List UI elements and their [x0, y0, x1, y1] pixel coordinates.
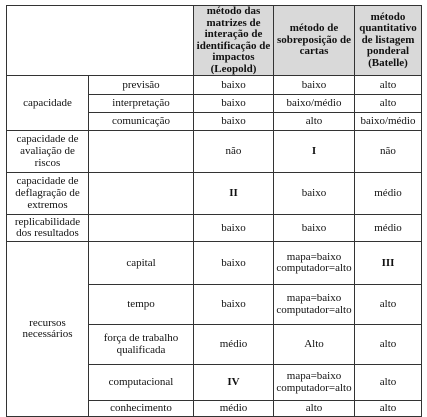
header-batelle: método quantitativo de listagem ponderal (Batelle) [355, 6, 422, 76]
cell: médio [194, 325, 274, 365]
cell: mapa=baixo computador=alto [274, 242, 355, 285]
group-avaliacao: capacidade de avaliação de riscos [7, 131, 89, 173]
sub-empty [89, 131, 194, 173]
cell: alto [355, 285, 422, 325]
sub-forca: força de trabalho qualificada [89, 325, 194, 365]
cell: baixo [194, 95, 274, 113]
group-capacidade: capacidade [7, 76, 89, 131]
cell: mapa=baixo computador=alto [274, 365, 355, 401]
table-row [7, 131, 422, 173]
sub-empty [89, 173, 194, 215]
cell: baixo [194, 113, 274, 131]
cell: alto [355, 401, 422, 417]
sub-computacional: computacional [89, 365, 194, 401]
sub-tempo: tempo [89, 285, 194, 325]
table-row [7, 242, 422, 285]
cell: médio [355, 215, 422, 242]
header-sobreposicao: método de sobreposição de cartas [274, 6, 355, 76]
sub-comunicacao: comunicação [89, 113, 194, 131]
comparison-table [6, 5, 422, 417]
cell: baixo [194, 242, 274, 285]
table-row [7, 173, 422, 215]
group-replicabilidade: replicabilidade dos resultados [7, 215, 89, 242]
cell: II [194, 173, 274, 215]
cell: baixo [274, 76, 355, 95]
sub-empty [89, 215, 194, 242]
cell: IV [194, 365, 274, 401]
cell: baixo/médio [355, 113, 422, 131]
cell: médio [355, 173, 422, 215]
cell: mapa=baixo computador=alto [274, 285, 355, 325]
sub-conhecimento: conhecimento [89, 401, 194, 417]
cell: alto [355, 76, 422, 95]
cell: alto [355, 95, 422, 113]
cell: não [194, 131, 274, 173]
header-corner [7, 6, 194, 76]
cell: I [274, 131, 355, 173]
table-row [7, 215, 422, 242]
cell: III [355, 242, 422, 285]
cell: baixo [274, 215, 355, 242]
cell: alto [274, 401, 355, 417]
header-row [7, 6, 422, 76]
cell: alto [355, 365, 422, 401]
header-leopold: método das matrizes de interação de identificação de impactos (Leopold) [194, 6, 274, 76]
cell: baixo [194, 285, 274, 325]
sub-previsao: previsão [89, 76, 194, 95]
cell: alto [274, 113, 355, 131]
cell: baixo/médio [274, 95, 355, 113]
table-row [7, 76, 422, 95]
cell: Alto [274, 325, 355, 365]
group-recursos: recursos necessários [7, 242, 89, 417]
cell: baixo [194, 215, 274, 242]
cell: baixo [274, 173, 355, 215]
group-deflagracao: capacidade de deflagração de extremos [7, 173, 89, 215]
cell: médio [194, 401, 274, 417]
sub-capital: capital [89, 242, 194, 285]
cell: não [355, 131, 422, 173]
sub-interpretacao: interpretação [89, 95, 194, 113]
cell: baixo [194, 76, 274, 95]
cell: alto [355, 325, 422, 365]
